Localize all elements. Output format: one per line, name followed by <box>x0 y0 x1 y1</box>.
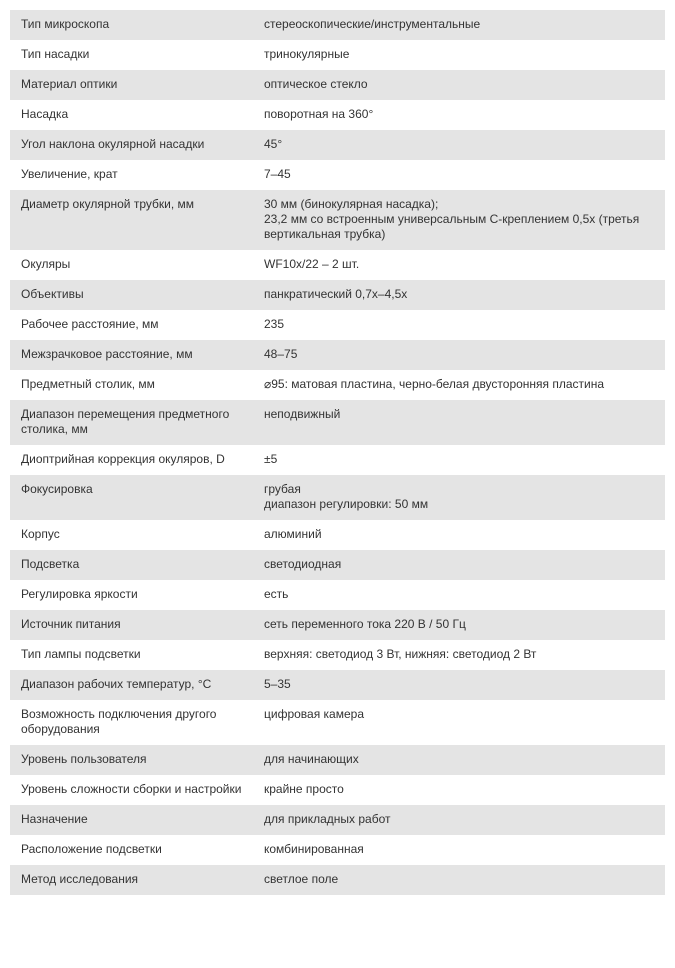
spec-row <box>10 520 665 550</box>
spec-row <box>10 250 665 280</box>
spec-value <box>254 40 665 70</box>
spec-value-line: 5–35 <box>264 677 291 691</box>
spec-value <box>254 805 665 835</box>
spec-row <box>10 130 665 160</box>
spec-value-line: комбинированная <box>264 842 364 856</box>
spec-row <box>10 700 665 745</box>
spec-row <box>10 370 665 400</box>
spec-name: Диаметр окулярной трубки, мм <box>21 197 195 211</box>
spec-value <box>254 775 665 805</box>
spec-value <box>254 445 665 475</box>
spec-name: Диоптрийная коррекция окуляров, D <box>21 452 225 466</box>
spec-value-line: есть <box>264 587 289 601</box>
spec-value-line: 45° <box>264 137 283 151</box>
spec-row <box>10 745 665 775</box>
spec-value-line: 30 мм (бинокулярная насадка); <box>264 197 439 211</box>
spec-value-line: 48–75 <box>264 347 298 361</box>
spec-value-line: неподвижный <box>264 407 341 421</box>
spec-value <box>254 550 665 580</box>
spec-value-line: 7–45 <box>264 167 291 181</box>
spec-row <box>10 160 665 190</box>
spec-value-line: грубая <box>264 482 301 496</box>
spec-name: Уровень пользователя <box>21 752 147 766</box>
spec-value-line: верхняя: светодиод 3 Вт, нижняя: светодиод 2 Вт <box>264 647 537 661</box>
spec-value <box>254 400 665 445</box>
spec-value <box>254 250 665 280</box>
spec-value-line: панкратический 0,7х–4,5х <box>264 287 408 301</box>
spec-row <box>10 775 665 805</box>
spec-value <box>254 475 665 520</box>
spec-value <box>254 865 665 895</box>
spec-row <box>10 805 665 835</box>
spec-row <box>10 310 665 340</box>
spec-value <box>254 160 665 190</box>
spec-value-line: ⌀95: матовая пластина, черно-белая двусторонняя пластина <box>264 377 605 391</box>
spec-value <box>254 610 665 640</box>
spec-row <box>10 400 665 445</box>
specs-table-body <box>10 10 665 895</box>
spec-row <box>10 640 665 670</box>
spec-value-line: 235 <box>264 317 285 331</box>
spec-row <box>10 190 665 250</box>
spec-value <box>254 70 665 100</box>
spec-name: Диапазон рабочих температур, °С <box>21 677 212 691</box>
spec-name: Объективы <box>21 287 84 301</box>
spec-value-line: светлое поле <box>264 872 339 886</box>
spec-name: Источник питания <box>21 617 121 631</box>
spec-row <box>10 445 665 475</box>
spec-name: Угол наклона окулярной насадки <box>21 137 205 151</box>
spec-name: Предметный столик, мм <box>21 377 155 391</box>
spec-row <box>10 670 665 700</box>
spec-value <box>254 190 665 250</box>
spec-name: Тип лампы подсветки <box>21 647 141 661</box>
spec-value-line: для прикладных работ <box>264 812 391 826</box>
spec-name: Рабочее расстояние, мм <box>21 317 159 331</box>
spec-value-line: цифровая камера <box>264 707 365 721</box>
spec-value <box>254 835 665 865</box>
spec-row <box>10 10 665 40</box>
spec-value <box>254 130 665 160</box>
spec-row <box>10 835 665 865</box>
spec-name: Назначение <box>21 812 88 826</box>
spec-value <box>254 10 665 40</box>
spec-name: Уровень сложности сборки и настройки <box>21 782 242 796</box>
spec-name: Возможность подключения другого оборудования <box>21 707 217 736</box>
spec-row <box>10 550 665 580</box>
spec-value-line: тринокулярные <box>264 47 350 61</box>
spec-value <box>254 520 665 550</box>
spec-value-line: оптическое стекло <box>264 77 368 91</box>
spec-name: Материал оптики <box>21 77 118 91</box>
spec-value <box>254 100 665 130</box>
spec-value <box>254 670 665 700</box>
spec-value-line: 23,2 мм со встроенным универсальным С-креплением 0,5х (третья вертикальная трубка) <box>264 212 640 241</box>
spec-value-line: сеть переменного тока 220 В / 50 Гц <box>264 617 466 631</box>
spec-value-line: WF10x/22 – 2 шт. <box>264 257 360 271</box>
spec-value-line: стереоскопические/инструментальные <box>264 17 481 31</box>
spec-value <box>254 640 665 670</box>
spec-name: Окуляры <box>21 257 71 271</box>
spec-name: Регулировка яркости <box>21 587 138 601</box>
spec-row <box>10 610 665 640</box>
spec-value-line: светодиодная <box>264 557 342 571</box>
spec-name: Корпус <box>21 527 60 541</box>
spec-row <box>10 475 665 520</box>
spec-row <box>10 100 665 130</box>
spec-row <box>10 580 665 610</box>
spec-name: Фокусировка <box>21 482 93 496</box>
spec-value <box>254 580 665 610</box>
spec-name: Межзрачковое расстояние, мм <box>21 347 193 361</box>
spec-name: Тип насадки <box>21 47 90 61</box>
spec-value <box>254 280 665 310</box>
spec-value-line: алюминий <box>264 527 322 541</box>
spec-row <box>10 340 665 370</box>
spec-name: Диапазон перемещения предметного столика, мм <box>21 407 230 436</box>
spec-value <box>254 310 665 340</box>
spec-name: Метод исследования <box>21 872 139 886</box>
spec-value-line: поворотная на 360° <box>264 107 374 121</box>
spec-name: Тип микроскопа <box>21 17 110 31</box>
spec-value-line: для начинающих <box>264 752 359 766</box>
specs-table <box>10 10 665 895</box>
spec-row <box>10 40 665 70</box>
spec-row <box>10 865 665 895</box>
spec-value <box>254 745 665 775</box>
spec-name: Расположение подсветки <box>21 842 162 856</box>
spec-value <box>254 340 665 370</box>
spec-value-line: крайне просто <box>264 782 344 796</box>
spec-value-line: ±5 <box>264 452 278 466</box>
spec-row <box>10 70 665 100</box>
spec-row <box>10 280 665 310</box>
spec-name: Подсветка <box>21 557 80 571</box>
spec-value <box>254 370 665 400</box>
spec-value-line: диапазон регулировки: 50 мм <box>264 497 429 511</box>
spec-name: Увеличение, крат <box>21 167 118 181</box>
spec-name: Насадка <box>21 107 69 121</box>
spec-value <box>254 700 665 745</box>
